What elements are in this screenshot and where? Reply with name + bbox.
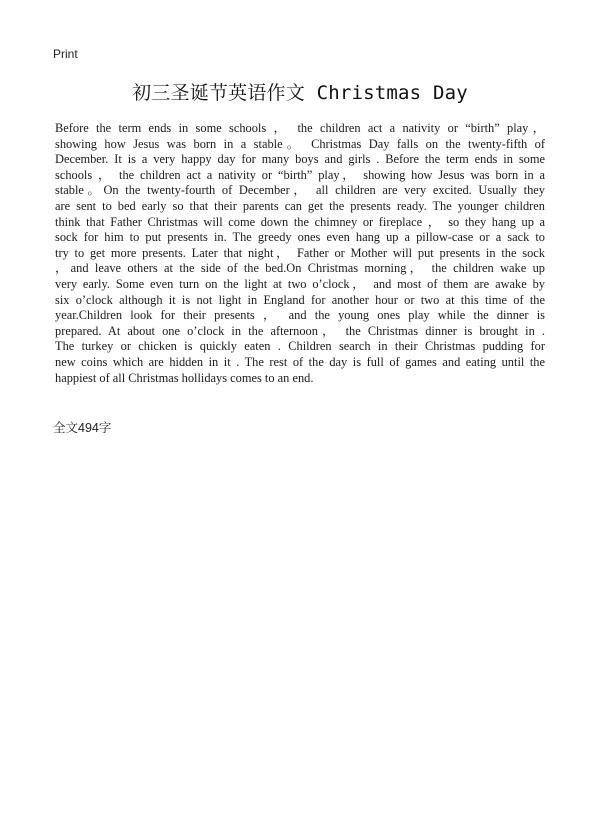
essay-line: showing how Jesus was born in a stable。 Christmas Day falls on the twenty-fifth of	[55, 136, 545, 151]
essay-line: think that Father Christmas will come down the chimney or fireplace ， so they hang up a	[55, 214, 545, 229]
essay-body	[55, 121, 545, 386]
essay-line: very early. Some even turn on the light at two o’clock， and most of them are awake by	[55, 276, 545, 291]
essay-line: stable。On the twenty-fourth of December， all children are very excited. Usually they	[55, 183, 545, 198]
essay-line: sock for him to put presents in. The greedy ones even hang up a pillow-case or a sack to	[55, 230, 545, 245]
essay-line: six o’clock although it is not light in England for another hour or two at this time of the	[55, 292, 545, 307]
essay-line: year.Children look for their presents ， and the young ones play while the dinner is	[55, 308, 545, 323]
essay-line: schools ， the children act a nativity or “birth” play， showing how Jesus was born in a	[55, 167, 545, 182]
document-title: 初三圣诞节英语作文 Christmas Day	[132, 82, 468, 104]
essay-line: new coins which are hidden in it . The rest of the day is full of games and eating until the	[55, 354, 545, 369]
essay-line: try to get more presents. Later that night， Father or Mother will put presents in the sock	[55, 245, 545, 260]
essay-line: happiest of all Christmas hollidays comes to an end.	[55, 370, 314, 385]
essay-line: prepared. At about one o’clock in the afternoon， the Christmas dinner is brought in .	[55, 323, 545, 338]
essay-line: ，and leave others at the side of the bed.On Christmas morning， the children wake up	[55, 261, 545, 276]
print-link[interactable]: Print	[53, 47, 78, 61]
essay-line: December. It is a very happy day for many boys and girls . Before the term ends in some	[55, 152, 545, 167]
essay-line: Before the term ends in some schools ， the children act a nativity or “birth” play，	[55, 121, 545, 135]
essay-line: are sent to bed early so that their parents can get the presents ready. The younger children	[55, 198, 545, 213]
essay-line: The turkey or chicken is quickly eaten . Children search in their Christmas pudding for	[55, 339, 545, 354]
word-count: 全文494字	[53, 421, 112, 435]
